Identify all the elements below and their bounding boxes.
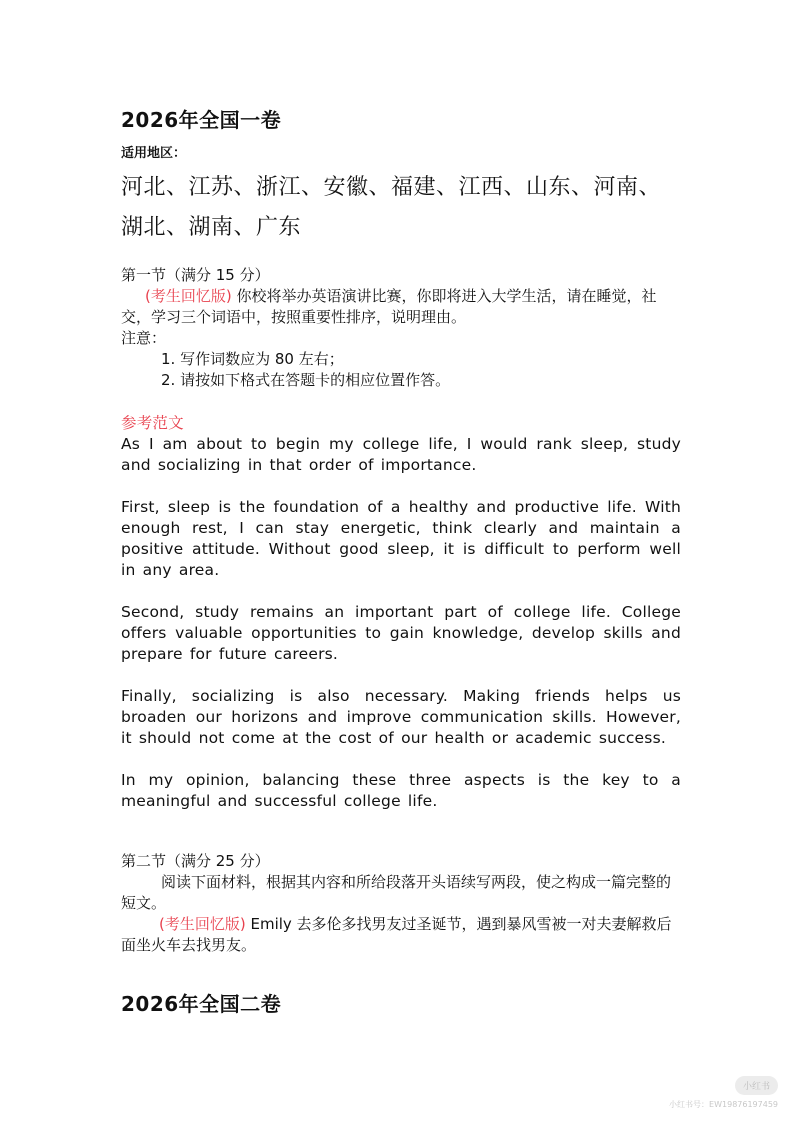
exam1-title: 2026年全国一卷	[121, 108, 282, 132]
region-label: 适用地区：	[121, 146, 187, 161]
notice-list	[121, 349, 681, 391]
section2-prompt	[121, 914, 681, 956]
sample-label: 参考范文	[121, 414, 184, 432]
recall-tag: (考生回忆版)	[145, 287, 232, 305]
notice-label: 注意：	[121, 329, 167, 347]
section2-prompt-text: Emily 去多伦多找男友过圣诞节，遇到暴风雪被一对夫妻解救后面坐火车去找男友。	[121, 915, 672, 954]
essay-paragraph: As I am about to begin my college life, I would rank sleep, study and socializing in that order of importance.	[121, 435, 681, 474]
section2	[121, 851, 681, 956]
recall-tag: (考生回忆版)	[159, 915, 246, 933]
region-line-2: 湖北、湖南、广东	[121, 215, 302, 240]
watermark-logo: 小红书	[735, 1076, 778, 1095]
section1-prompt	[121, 286, 681, 328]
essay-paragraph: Finally, socializing is also necessary. Making friends helps us broaden our horizons and improve communication skills. However, it should not come at the cost of our health or academic success.	[121, 687, 681, 747]
region-line-1: 河北、江苏、浙江、安徽、福建、江西、山东、河南、	[121, 175, 662, 200]
essay-paragraph: Second, study remains an important part of college life. College offers valuable opportunities to gain knowledge, develop skills and prepare for future careers.	[121, 603, 681, 663]
section1	[121, 265, 681, 391]
section1-heading: 第一节（满分 15 分）	[121, 266, 270, 284]
section2-instruction: 阅读下面材料，根据其内容和所给段落开头语续写两段，使之构成一篇完整的短文。	[121, 873, 672, 912]
watermark	[669, 1076, 778, 1110]
notice-item: 1. 写作词数应为 80 左右；	[161, 350, 344, 368]
exam2-title: 2026年全国二卷	[121, 992, 282, 1016]
watermark-id: 小红书号：EW198761974​59	[669, 1100, 778, 1109]
section1-prompt-text: 你校将举办英语演讲比赛，你即将进入大学生活，请在睡觉，社交，学习三个词语中，按照重要性排序，说明理由。	[121, 287, 657, 326]
essay-paragraph: In my opinion, balancing these three aspects is the key to a meaningful and successful college life.	[121, 771, 681, 810]
notice-item: 2. 请按如下格式在答题卡的相应位置作答。	[161, 371, 451, 389]
section2-heading: 第二节（满分 25 分）	[121, 852, 270, 870]
sample-essay	[121, 413, 681, 833]
essay-paragraph: First, sleep is the foundation of a healthy and productive life. With enough rest, I can stay energetic, think clearly and maintain a positive attitude. Without good sleep, it is difficult to perform well in any area.	[121, 498, 681, 579]
